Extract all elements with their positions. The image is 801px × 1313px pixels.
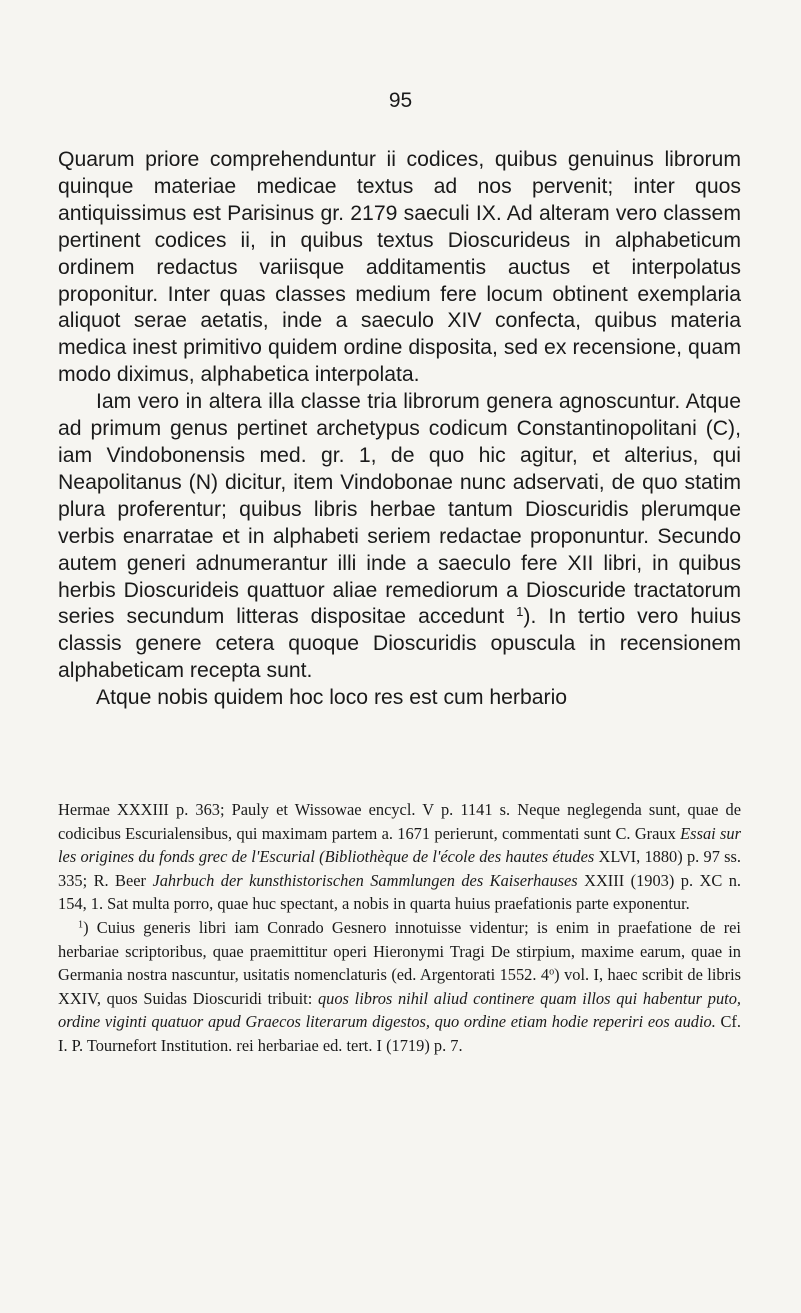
main-text bbox=[58, 147, 741, 712]
footnote bbox=[58, 916, 741, 1058]
citation-title: Essai sur les origines du fonds grec de l'Escurial (Bibliothèque de l'école des hautes études bbox=[58, 823, 741, 867]
paragraph: Quarum priore comprehenduntur ii codices, quibus genuinus librorum quinque materiae medicae textus ad nos pervenit; inter quos antiquissimus est Parisinus gr. 2179 saeculi IX. Ad alteram vero classem pertinent codices ii, in quibus textus Dioscurideus in alphabeticum ordinem redactus variisque additamentis auctus et interpolatus proponitur. Inter quas classes medium fere locum obtinent exemplaria aliquot serae aetatis, inde a saeculo XIV confecta, quibus materia medica inest primitivo quidem ordine disposita, sed ex recensione, quam modo diximus, alphabetica interpolata. bbox=[58, 148, 741, 387]
text-span: ) vol. I, haec scribit de libris XXIV, quos Suidas Dioscuridi tribuit: bbox=[58, 965, 742, 1008]
page-number: 95 bbox=[388, 89, 413, 112]
paragraph: Atque nobis quidem hoc loco res est cum herbario bbox=[96, 686, 568, 710]
paragraph bbox=[58, 389, 741, 685]
text-span: Cf. I. P. Tournefort Institution. rei herbariae ed. tert. I (1719) p. 7. bbox=[58, 1012, 741, 1055]
text-span: o bbox=[549, 966, 555, 978]
quotation: quos libros nihil aliud continere quam illos qui habentur puto, ordine viginti quatuor apud Graecos literarum digestos, quo ordine etiam hodie reperiri eos audio. bbox=[58, 988, 741, 1032]
text-span: Iam vero in altera illa classe tria librorum genera agnoscuntur. Atque ad primum genus pertinet archetypus codicum Constantinopolitani (C), iam Vindobonensis med. gr. 1, de quo hic agitur, et alterius, qui Neapolitanus (N) dicitur, item Vindobonae nunc adservati, de quo statim plura proferentur; quibus libris herbae tantum Dioscuridis plerumque verbis enarratae et in alphabeti seriem redactae proponuntur. Secundo autem generi adnumerantur illi inde a saeculo fere XII libri, in quibus herbis Dioscurideis quattuor aliae remediorum a Dioscuride tractatorum series secundum litteras dispositae accedunt bbox=[58, 390, 741, 629]
text-span: Hermae XXXIII p. 363; Pauly et Wissowae encycl. V p. 1141 s. Neque neglegenda sunt, quae de codicibus Escurialensibus, qui maximam partem a. 1671 perierunt, commentati sunt C. Graux bbox=[58, 800, 741, 843]
text-span: ). In tertio vero huius classis genere cetera quoque Dioscuridis opuscula in recensionem alphabeticam recepta sunt. bbox=[58, 605, 741, 683]
citation-title: Jahrbuch der kunsthistorischen Sammlungen des Kaiserhauses bbox=[152, 870, 578, 890]
footnote-continuation bbox=[58, 798, 741, 916]
text-span: XXIII (1903) p. XC n. 154, 1. Sat multa porro, quae huc spectant, a nobis in quarta huius praefationis parte exponentur. bbox=[58, 870, 741, 914]
footnotes bbox=[58, 798, 741, 1058]
footnote-ref: 1 bbox=[516, 604, 524, 620]
text-span: ) Cuius generis libri iam Conrado Gesnero innotuisse videntur; is enim in praefatione de rei herbariae scriptoribus, quae praemittitur operi Hieronymi Tragi De stirpium, maxime earum, quae in Germania nostra nascuntur, usitatis nomenclaturis (ed. Argentorati 1552. 4 bbox=[58, 917, 741, 985]
text-span: XLVI, 1880) p. 97 ss. 335; R. Beer bbox=[58, 847, 741, 890]
footnote-marker: 1 bbox=[78, 919, 84, 931]
